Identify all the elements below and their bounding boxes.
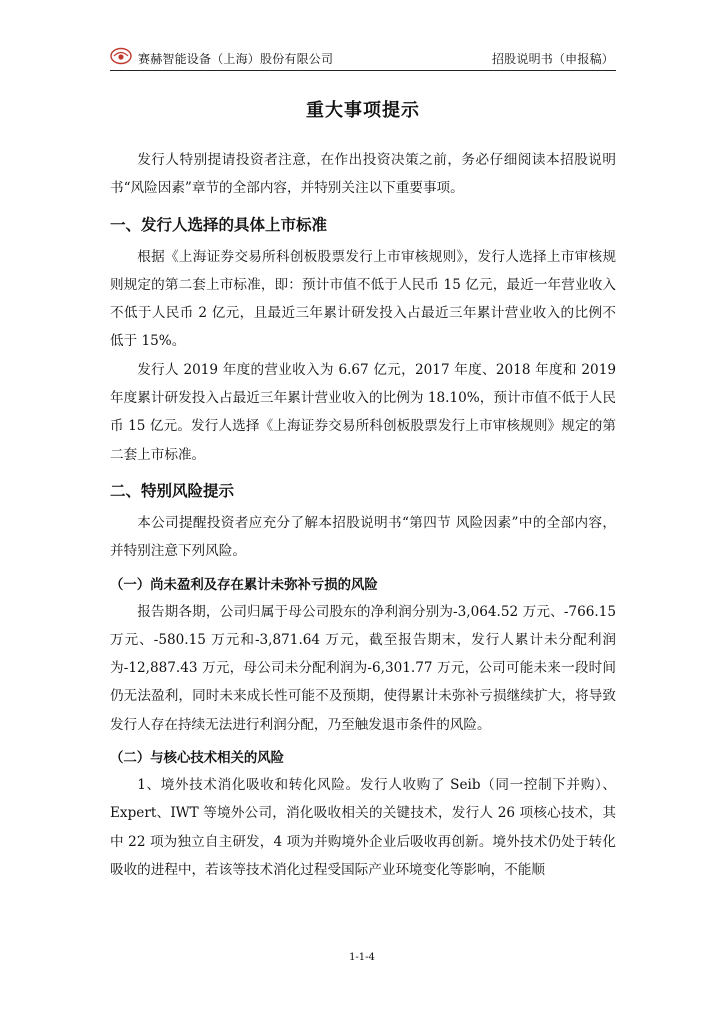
section-2-intro: 本公司提醒投资者应充分了解本招股说明书“第四节 风险因素”中的全部内容，并特别注意下列风险。 — [110, 514, 616, 560]
page-body — [110, 90, 616, 884]
page-number: 1-1-4 — [349, 952, 375, 963]
company-name: 赛赫智能设备（上海）股份有限公司 — [138, 52, 334, 66]
subsection-1-paragraph: 报告期各期，公司归属于母公司股东的净利润分别为-3,064.52 万元、-766.15 万元、-580.15 万元和-3,871.64 万元，截至报告期末，发行人累计未分配利润为-12,887.43 万元，母公司未分配利润为-6,301.77 万元，公司可能未来一段时间仍无法盈利，同时未来成长性可能不及预期，使得累计未弥补亏损继续扩大，将导致发行人存在持续无法进行利润分配，乃至触发退市条件的风险。 — [110, 603, 616, 733]
page-header — [110, 46, 616, 71]
section-1-paragraph-2: 发行人 2019 年度的营业收入为 6.67 亿元，2017 年度、2018 年度和 2019 年度累计研发投入占最近三年累计营业收入的比例为 18.10%，预计市值不低于人民币 15 亿元。发行人选择《上海证券交易所科创板股票发行上市审核规则》规定的第二套上市标准。 — [110, 361, 616, 463]
intro-paragraph: 发行人特别提请投资者注意，在作出投资决策之前，务必仔细阅读本招股说明书“风险因素”章节的全部内容，并特别关注以下重要事项。 — [110, 152, 616, 197]
section-2-heading: 二、特别风险提示 — [110, 481, 235, 500]
company-logo-icon — [110, 47, 132, 65]
subsection-1-heading: （一）尚未盈利及存在累计未弥补亏损的风险 — [110, 577, 378, 593]
subsection-2-heading: （二）与核心技术相关的风险 — [110, 751, 285, 767]
page-title: 重大事项提示 — [306, 100, 420, 121]
document-type: 招股说明书（申报稿） — [491, 52, 614, 66]
section-1-heading: 一、发行人选择的具体上市标准 — [110, 215, 328, 234]
section-1-paragraph-1: 根据《上海证券交易所科创板股票发行上市审核规则》，发行人选择上市审核规则规定的第二套上市标准，即：预计市值不低于人民币 15 亿元，最近一年营业收入不低于人民币 2 亿元，且最近三年累计研发投入占最近三年累计营业收入的比例不低于 15%。 — [110, 248, 616, 350]
subsection-2-paragraph: 1、境外技术消化吸收和转化风险。发行人收购了 Seib（同一控制下并购）、Expert、IWT 等境外公司，消化吸收相关的关键技术，发行人 26 项核心技术，其中 22 项为独立自主研发，4 项为并购境外企业后吸收再创新。境外技术仍处于转化吸收的进程中，若该等技术消化过程受国际产业环境变化等影响，不能顺 — [110, 777, 616, 878]
